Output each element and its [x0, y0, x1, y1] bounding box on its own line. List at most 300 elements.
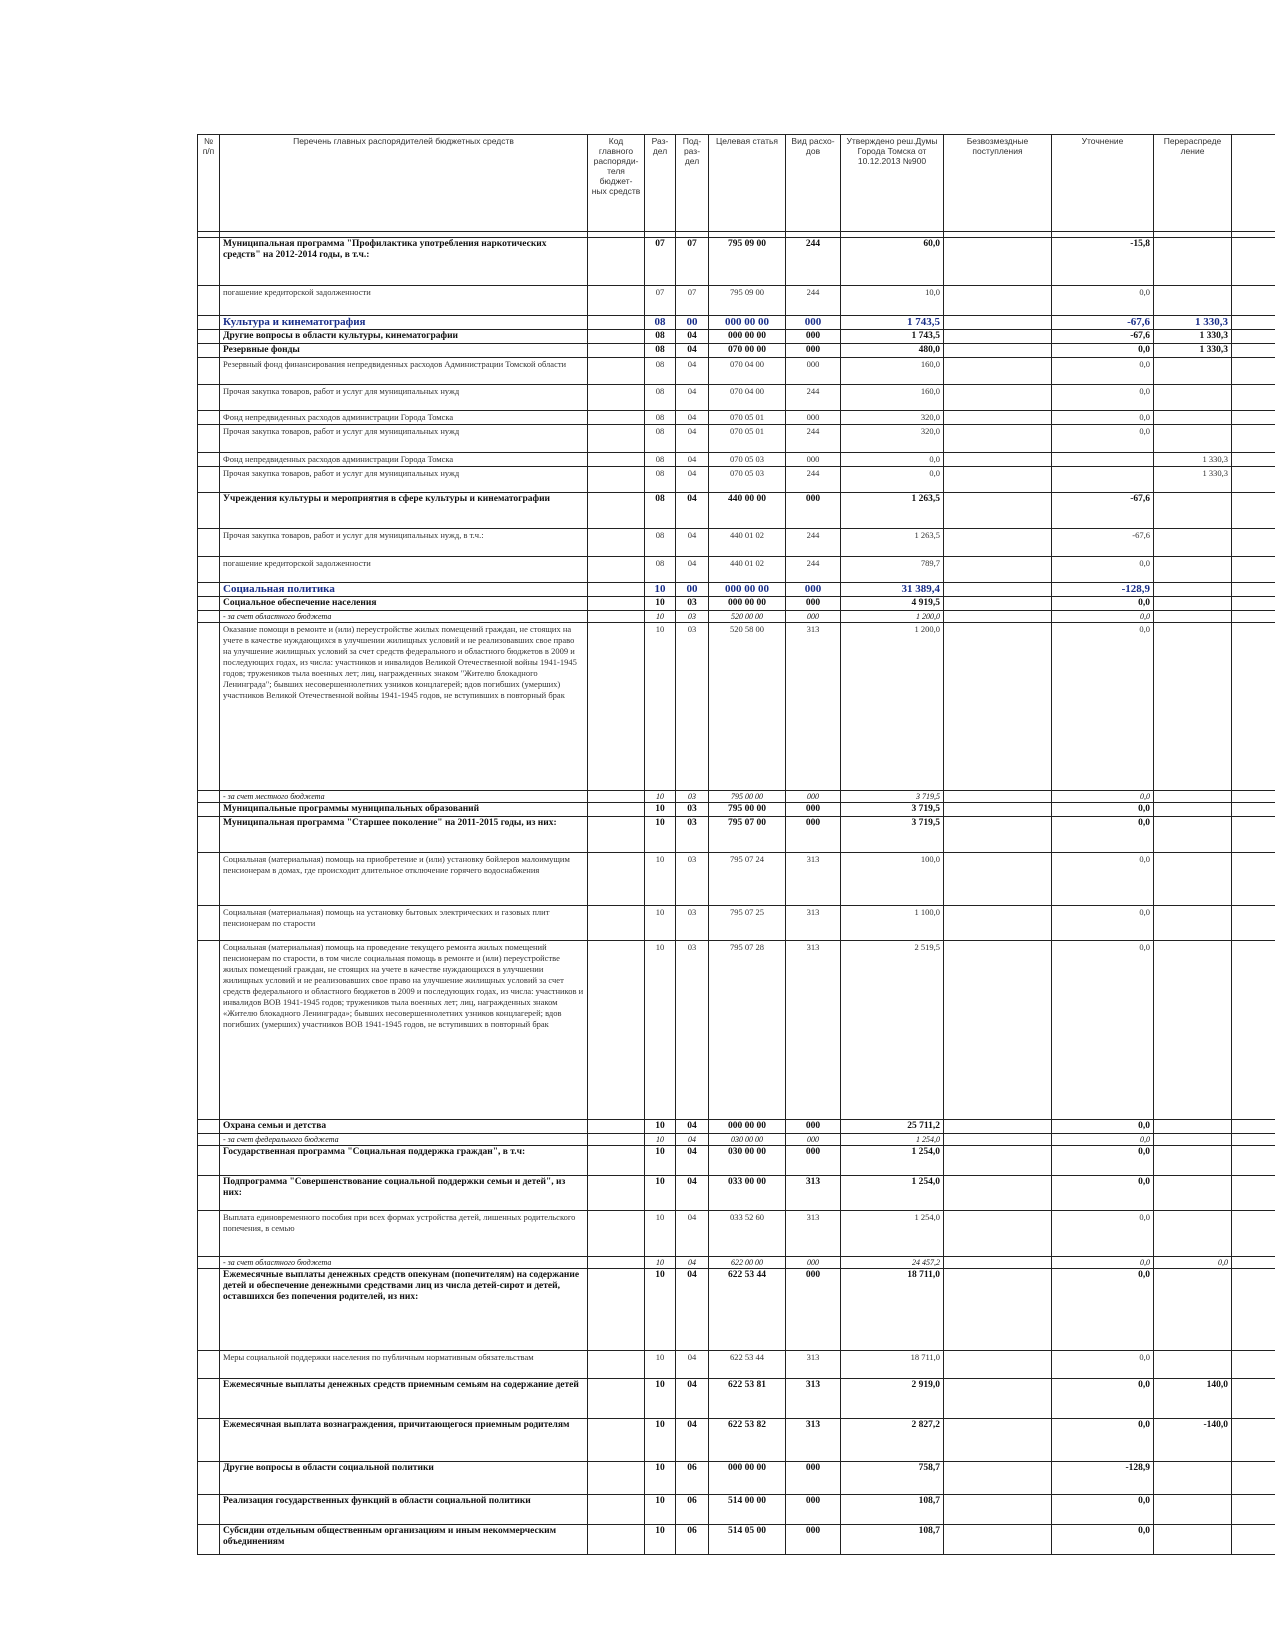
row-expense-type-cell: 000 — [786, 597, 841, 611]
row-clarification-cell: -67,6 — [1052, 529, 1154, 557]
row-code-cell — [588, 941, 645, 1120]
table-row — [198, 286, 1275, 316]
row-approved-cell: 1 263,5 — [841, 493, 944, 529]
row-code-cell — [588, 1134, 645, 1146]
row-extra-cell — [1232, 238, 1275, 286]
row-target-article-cell: 440 01 02 — [709, 557, 786, 583]
table-row — [198, 1146, 1275, 1176]
row-redistribution-cell — [1154, 583, 1232, 597]
row-expense-type-cell: 000 — [786, 1269, 841, 1351]
row-redistribution-cell — [1154, 557, 1232, 583]
row-code-cell — [588, 358, 645, 385]
row-number-cell — [198, 1146, 220, 1176]
row-redistribution-cell: 0,0 — [1154, 1257, 1232, 1269]
row-approved-cell: 1 254,0 — [841, 1146, 944, 1176]
row-target-article-cell: 070 05 01 — [709, 411, 786, 425]
row-gratuitous-cell — [944, 358, 1052, 385]
table-row — [198, 1176, 1275, 1211]
row-clarification-cell: -67,6 — [1052, 493, 1154, 529]
row-code-cell — [588, 1211, 645, 1257]
row-extra-cell — [1232, 1146, 1275, 1176]
row-redistribution-cell: 1 330,3 — [1154, 344, 1232, 358]
row-clarification-cell: 0,0 — [1052, 1495, 1154, 1525]
row-extra-cell — [1232, 1269, 1275, 1351]
row-section-cell: 08 — [645, 467, 676, 493]
row-extra-cell — [1232, 330, 1275, 344]
row-name-cell: Резервные фонды — [220, 344, 588, 358]
row-gratuitous-cell — [944, 529, 1052, 557]
row-extra-cell — [1232, 623, 1275, 791]
row-expense-type-cell: 244 — [786, 425, 841, 453]
row-subsection-cell: 03 — [676, 791, 709, 803]
row-target-article-cell: 795 00 00 — [709, 791, 786, 803]
row-name-cell: Культура и кинематография — [220, 316, 588, 330]
row-extra-cell — [1232, 316, 1275, 330]
row-redistribution-cell: 1 330,3 — [1154, 453, 1232, 467]
row-expense-type-cell: 000 — [786, 330, 841, 344]
header-expense-type: Вид расхо- дов — [786, 135, 841, 232]
row-approved-cell: 1 254,0 — [841, 1211, 944, 1257]
row-expense-type-cell: 000 — [786, 803, 841, 817]
row-clarification-cell: 0,0 — [1052, 853, 1154, 906]
row-target-article-cell: 622 53 82 — [709, 1419, 786, 1462]
row-expense-type-cell: 000 — [786, 1120, 841, 1134]
row-number-cell — [198, 791, 220, 803]
row-section-cell: 10 — [645, 906, 676, 941]
row-approved-cell: 320,0 — [841, 411, 944, 425]
row-clarification-cell: 0,0 — [1052, 286, 1154, 316]
row-extra-cell — [1232, 583, 1275, 597]
row-code-cell — [588, 1351, 645, 1379]
row-approved-cell: 1 743,5 — [841, 330, 944, 344]
row-gratuitous-cell — [944, 853, 1052, 906]
row-code-cell — [588, 597, 645, 611]
row-target-article-cell: 030 00 00 — [709, 1146, 786, 1176]
row-name-cell: - за счет областного бюджета — [220, 611, 588, 623]
row-name-cell: Другие вопросы в области социальной политики — [220, 1462, 588, 1495]
row-number-cell — [198, 1419, 220, 1462]
row-subsection-cell: 03 — [676, 803, 709, 817]
row-number-cell — [198, 1120, 220, 1134]
row-extra-cell — [1232, 529, 1275, 557]
table-row — [198, 344, 1275, 358]
row-section-cell: 10 — [645, 1495, 676, 1525]
row-code-cell — [588, 411, 645, 425]
row-redistribution-cell — [1154, 238, 1232, 286]
row-target-article-cell: 033 52 60 — [709, 1211, 786, 1257]
row-subsection-cell: 00 — [676, 583, 709, 597]
row-redistribution-cell — [1154, 1146, 1232, 1176]
row-expense-type-cell: 244 — [786, 385, 841, 411]
row-subsection-cell: 04 — [676, 411, 709, 425]
row-extra-cell — [1232, 467, 1275, 493]
row-extra-cell — [1232, 385, 1275, 411]
row-clarification-cell: 0,0 — [1052, 411, 1154, 425]
row-number-cell — [198, 344, 220, 358]
row-target-article-cell: 000 00 00 — [709, 330, 786, 344]
row-section-cell: 10 — [645, 1211, 676, 1257]
row-section-cell: 08 — [645, 453, 676, 467]
table-row — [198, 597, 1275, 611]
row-redistribution-cell: 1 330,3 — [1154, 467, 1232, 493]
row-section-cell: 10 — [645, 583, 676, 597]
row-number-cell — [198, 1257, 220, 1269]
row-code-cell — [588, 493, 645, 529]
row-gratuitous-cell — [944, 1120, 1052, 1134]
row-clarification-cell — [1052, 467, 1154, 493]
row-extra-cell — [1232, 1120, 1275, 1134]
row-clarification-cell: 0,0 — [1052, 623, 1154, 791]
row-number-cell — [198, 330, 220, 344]
row-clarification-cell: -128,9 — [1052, 1462, 1154, 1495]
row-redistribution-cell — [1154, 1176, 1232, 1211]
row-expense-type-cell: 000 — [786, 1257, 841, 1269]
row-extra-cell — [1232, 1351, 1275, 1379]
row-redistribution-cell — [1154, 529, 1232, 557]
row-subsection-cell: 04 — [676, 1134, 709, 1146]
row-clarification-cell: 0,0 — [1052, 611, 1154, 623]
row-name-cell: - за счет местного бюджета — [220, 791, 588, 803]
row-redistribution-cell — [1154, 1211, 1232, 1257]
table-row — [198, 906, 1275, 941]
row-approved-cell: 1 263,5 — [841, 529, 944, 557]
row-subsection-cell: 04 — [676, 557, 709, 583]
row-code-cell — [588, 467, 645, 493]
header-redistribution: Перераспреде ление — [1154, 135, 1232, 232]
row-section-cell: 10 — [645, 1525, 676, 1555]
row-section-cell: 07 — [645, 286, 676, 316]
row-number-cell — [198, 385, 220, 411]
row-gratuitous-cell — [944, 411, 1052, 425]
row-clarification-cell: -67,6 — [1052, 330, 1154, 344]
row-extra-cell — [1232, 1134, 1275, 1146]
row-code-cell — [588, 1120, 645, 1134]
row-name-cell: Учреждения культуры и мероприятия в сфере культуры и кинематографии — [220, 493, 588, 529]
row-name-cell: Социальное обеспечение населения — [220, 597, 588, 611]
row-expense-type-cell: 313 — [786, 941, 841, 1120]
row-target-article-cell: 514 05 00 — [709, 1525, 786, 1555]
row-clarification-cell: 0,0 — [1052, 1351, 1154, 1379]
row-name-cell: Ежемесячная выплата вознаграждения, причитающегося приемным родителям — [220, 1419, 588, 1462]
row-section-cell: 10 — [645, 1351, 676, 1379]
row-target-article-cell: 795 07 00 — [709, 817, 786, 853]
row-code-cell — [588, 529, 645, 557]
row-name-cell: Другие вопросы в области культуры, кинематографии — [220, 330, 588, 344]
row-expense-type-cell: 313 — [786, 1419, 841, 1462]
row-expense-type-cell: 313 — [786, 906, 841, 941]
row-code-cell — [588, 1419, 645, 1462]
header-section: Раз- дел — [645, 135, 676, 232]
row-number-cell — [198, 411, 220, 425]
row-name-cell: Государственная программа "Социальная поддержка граждан", в т.ч: — [220, 1146, 588, 1176]
row-redistribution-cell — [1154, 286, 1232, 316]
row-extra-cell — [1232, 1176, 1275, 1211]
row-section-cell: 10 — [645, 623, 676, 791]
row-approved-cell: 1 200,0 — [841, 623, 944, 791]
row-section-cell: 07 — [645, 238, 676, 286]
row-expense-type-cell: 313 — [786, 1176, 841, 1211]
row-number-cell — [198, 316, 220, 330]
table-row — [198, 493, 1275, 529]
row-approved-cell: 4 919,5 — [841, 597, 944, 611]
row-section-cell: 08 — [645, 411, 676, 425]
row-gratuitous-cell — [944, 1495, 1052, 1525]
row-approved-cell: 100,0 — [841, 853, 944, 906]
row-redistribution-cell — [1154, 791, 1232, 803]
row-number-cell — [198, 238, 220, 286]
row-gratuitous-cell — [944, 803, 1052, 817]
row-section-cell: 10 — [645, 1146, 676, 1176]
row-expense-type-cell: 000 — [786, 611, 841, 623]
row-clarification-cell: 0,0 — [1052, 358, 1154, 385]
row-code-cell — [588, 385, 645, 411]
row-subsection-cell: 04 — [676, 467, 709, 493]
row-code-cell — [588, 453, 645, 467]
row-approved-cell: 2 919,0 — [841, 1379, 944, 1419]
row-redistribution-cell — [1154, 611, 1232, 623]
row-expense-type-cell: 000 — [786, 411, 841, 425]
row-target-article-cell: 795 09 00 — [709, 286, 786, 316]
row-section-cell: 10 — [645, 1269, 676, 1351]
row-clarification-cell: 0,0 — [1052, 385, 1154, 411]
header-number: № п/п — [198, 135, 220, 232]
row-name-cell: Оказание помощи в ремонте и (или) переустройстве жилых помещений граждан, не стоящих на учете в качестве нуждающихся в улучшении жилищных условий и не реализовавших свое право на улучшение жилищных условий за счет средств федерального и областного бюджетов в 2009 и последующих годах, из числа: участников и инвалидов Великой Отечественной войны 1941-1945 годов; тружеников тыла военных лет; лиц, награжденных знаком "Жителю блокадного Ленинграда"; бывших несовершеннолетних узников концлагерей; вдов погибших (умерших) участников Великой Отечественной войны 1941-1945 годов, не вступивших в повторный брак — [220, 623, 588, 791]
table-row — [198, 238, 1275, 286]
row-clarification-cell: -15,8 — [1052, 238, 1154, 286]
row-code-cell — [588, 623, 645, 791]
table-row — [198, 1495, 1275, 1525]
row-redistribution-cell — [1154, 1351, 1232, 1379]
row-code-cell — [588, 1146, 645, 1176]
row-number-cell — [198, 941, 220, 1120]
row-extra-cell — [1232, 358, 1275, 385]
row-section-cell: 10 — [645, 941, 676, 1120]
row-expense-type-cell: 313 — [786, 1351, 841, 1379]
row-clarification-cell: 0,0 — [1052, 941, 1154, 1120]
table-row — [198, 1120, 1275, 1134]
row-clarification-cell: 0,0 — [1052, 803, 1154, 817]
row-redistribution-cell — [1154, 906, 1232, 941]
row-redistribution-cell — [1154, 358, 1232, 385]
header-clarification: Уточнение — [1052, 135, 1154, 232]
row-section-cell: 10 — [645, 817, 676, 853]
row-subsection-cell: 03 — [676, 623, 709, 791]
budget-table — [197, 134, 1275, 1555]
row-extra-cell — [1232, 1379, 1275, 1419]
table-body — [198, 238, 1275, 1555]
row-code-cell — [588, 1462, 645, 1495]
row-section-cell: 08 — [645, 557, 676, 583]
row-clarification-cell: 0,0 — [1052, 817, 1154, 853]
table-row — [198, 817, 1275, 853]
table-row — [198, 803, 1275, 817]
row-number-cell — [198, 1269, 220, 1351]
row-redistribution-cell — [1154, 817, 1232, 853]
row-subsection-cell: 04 — [676, 493, 709, 529]
table-row — [198, 385, 1275, 411]
row-extra-cell — [1232, 1211, 1275, 1257]
header-gratuitous-receipts: Безвозмездные поступления — [944, 135, 1052, 232]
table-row — [198, 1134, 1275, 1146]
row-extra-cell — [1232, 453, 1275, 467]
row-approved-cell: 60,0 — [841, 238, 944, 286]
row-expense-type-cell: 000 — [786, 791, 841, 803]
row-name-cell: Прочая закупка товаров, работ и услуг для муниципальных нужд — [220, 425, 588, 453]
row-expense-type-cell: 244 — [786, 238, 841, 286]
row-number-cell — [198, 557, 220, 583]
table-row — [198, 611, 1275, 623]
row-name-cell: Муниципальная программа "Старшее поколение" на 2011-2015 годы, из них: — [220, 817, 588, 853]
row-expense-type-cell: 000 — [786, 493, 841, 529]
row-expense-type-cell: 244 — [786, 467, 841, 493]
row-number-cell — [198, 817, 220, 853]
row-approved-cell: 3 719,5 — [841, 803, 944, 817]
row-target-article-cell: 795 07 24 — [709, 853, 786, 906]
row-extra-cell — [1232, 1257, 1275, 1269]
row-clarification-cell: -128,9 — [1052, 583, 1154, 597]
row-name-cell: - за счет областного бюджета — [220, 1257, 588, 1269]
row-target-article-cell: 622 00 00 — [709, 1257, 786, 1269]
row-code-cell — [588, 611, 645, 623]
row-extra-cell — [1232, 803, 1275, 817]
row-gratuitous-cell — [944, 1176, 1052, 1211]
row-approved-cell: 1 254,0 — [841, 1176, 944, 1211]
row-gratuitous-cell — [944, 1211, 1052, 1257]
row-number-cell — [198, 1134, 220, 1146]
row-gratuitous-cell — [944, 1379, 1052, 1419]
row-extra-cell — [1232, 817, 1275, 853]
row-gratuitous-cell — [944, 493, 1052, 529]
row-redistribution-cell — [1154, 941, 1232, 1120]
row-section-cell: 10 — [645, 1419, 676, 1462]
table-row — [198, 941, 1275, 1120]
row-clarification-cell: 0,0 — [1052, 906, 1154, 941]
row-gratuitous-cell — [944, 623, 1052, 791]
row-target-article-cell: 520 00 00 — [709, 611, 786, 623]
row-expense-type-cell: 244 — [786, 557, 841, 583]
row-number-cell — [198, 853, 220, 906]
row-extra-cell — [1232, 344, 1275, 358]
row-clarification-cell: 0,0 — [1052, 425, 1154, 453]
row-expense-type-cell: 244 — [786, 286, 841, 316]
row-approved-cell: 1 254,0 — [841, 1134, 944, 1146]
table-row — [198, 1351, 1275, 1379]
row-clarification-cell: 0,0 — [1052, 1419, 1154, 1462]
row-clarification-cell: 0,0 — [1052, 1257, 1154, 1269]
row-subsection-cell: 04 — [676, 1351, 709, 1379]
row-subsection-cell: 04 — [676, 1419, 709, 1462]
row-section-cell: 10 — [645, 597, 676, 611]
row-extra-cell — [1232, 411, 1275, 425]
row-redistribution-cell — [1154, 853, 1232, 906]
row-extra-cell — [1232, 286, 1275, 316]
row-clarification-cell: 0,0 — [1052, 791, 1154, 803]
row-approved-cell: 1 100,0 — [841, 906, 944, 941]
row-number-cell — [198, 1351, 220, 1379]
row-redistribution-cell — [1154, 803, 1232, 817]
row-gratuitous-cell — [944, 316, 1052, 330]
row-expense-type-cell: 000 — [786, 453, 841, 467]
row-expense-type-cell: 313 — [786, 1211, 841, 1257]
row-number-cell — [198, 1525, 220, 1555]
row-clarification-cell: 0,0 — [1052, 1269, 1154, 1351]
row-subsection-cell: 03 — [676, 597, 709, 611]
row-subsection-cell: 06 — [676, 1525, 709, 1555]
row-target-article-cell: 440 00 00 — [709, 493, 786, 529]
row-target-article-cell: 000 00 00 — [709, 583, 786, 597]
row-name-cell: Муниципальные программы муниципальных образований — [220, 803, 588, 817]
row-number-cell — [198, 286, 220, 316]
row-section-cell: 08 — [645, 385, 676, 411]
row-target-article-cell: 000 00 00 — [709, 597, 786, 611]
row-name-cell: Муниципальная программа "Профилактика употребления наркотических средств" на 2012-2014 годы, в т.ч.: — [220, 238, 588, 286]
table-row — [198, 557, 1275, 583]
row-number-cell — [198, 611, 220, 623]
table-row — [198, 583, 1275, 597]
row-number-cell — [198, 1495, 220, 1525]
row-number-cell — [198, 453, 220, 467]
row-section-cell: 10 — [645, 1462, 676, 1495]
row-gratuitous-cell — [944, 385, 1052, 411]
row-target-article-cell: 000 00 00 — [709, 1462, 786, 1495]
row-name-cell: Меры социальной поддержки населения по публичным нормативным обязательствам — [220, 1351, 588, 1379]
row-name-cell: Прочая закупка товаров, работ и услуг для муниципальных нужд — [220, 467, 588, 493]
row-section-cell: 10 — [645, 853, 676, 906]
row-name-cell: Ежемесячные выплаты денежных средств опекунам (попечителям) на содержание детей и обеспечение денежными средствами лиц из числа детей-сирот и детей, оставшихся без попечения родителей, из них: — [220, 1269, 588, 1351]
row-code-cell — [588, 425, 645, 453]
table-row — [198, 467, 1275, 493]
row-redistribution-cell — [1154, 425, 1232, 453]
row-approved-cell: 25 711,2 — [841, 1120, 944, 1134]
row-section-cell: 10 — [645, 1176, 676, 1211]
row-clarification-cell: 0,0 — [1052, 557, 1154, 583]
row-target-article-cell: 070 00 00 — [709, 344, 786, 358]
table-row — [198, 316, 1275, 330]
row-expense-type-cell: 313 — [786, 623, 841, 791]
row-approved-cell: 2 519,5 — [841, 941, 944, 1120]
row-target-article-cell: 520 58 00 — [709, 623, 786, 791]
row-number-cell — [198, 425, 220, 453]
row-redistribution-cell — [1154, 623, 1232, 791]
row-expense-type-cell: 000 — [786, 817, 841, 853]
table-row — [198, 623, 1275, 791]
row-expense-type-cell: 000 — [786, 1146, 841, 1176]
row-extra-cell — [1232, 557, 1275, 583]
table-row — [198, 1419, 1275, 1462]
row-name-cell: Резервный фонд финансирования непредвиденных расходов Администрации Томской области — [220, 358, 588, 385]
row-subsection-cell: 04 — [676, 1120, 709, 1134]
row-target-article-cell: 795 09 00 — [709, 238, 786, 286]
row-clarification-cell: 0,0 — [1052, 1134, 1154, 1146]
row-name-cell: Реализация государственных функций в области социальной политики — [220, 1495, 588, 1525]
row-approved-cell: 0,0 — [841, 467, 944, 493]
row-number-cell — [198, 597, 220, 611]
row-code-cell — [588, 583, 645, 597]
row-redistribution-cell — [1154, 1462, 1232, 1495]
row-section-cell: 08 — [645, 529, 676, 557]
row-subsection-cell: 00 — [676, 316, 709, 330]
row-number-cell — [198, 623, 220, 791]
row-target-article-cell: 070 05 03 — [709, 467, 786, 493]
row-redistribution-cell — [1154, 1525, 1232, 1555]
row-gratuitous-cell — [944, 453, 1052, 467]
row-target-article-cell: 440 01 02 — [709, 529, 786, 557]
row-gratuitous-cell — [944, 597, 1052, 611]
row-redistribution-cell: -140,0 — [1154, 1419, 1232, 1462]
row-subsection-cell: 03 — [676, 817, 709, 853]
row-target-article-cell: 514 00 00 — [709, 1495, 786, 1525]
row-name-cell: Социальная (материальная) помощь на установку бытовых электрических и газовых плит пенсионерам по старости — [220, 906, 588, 941]
